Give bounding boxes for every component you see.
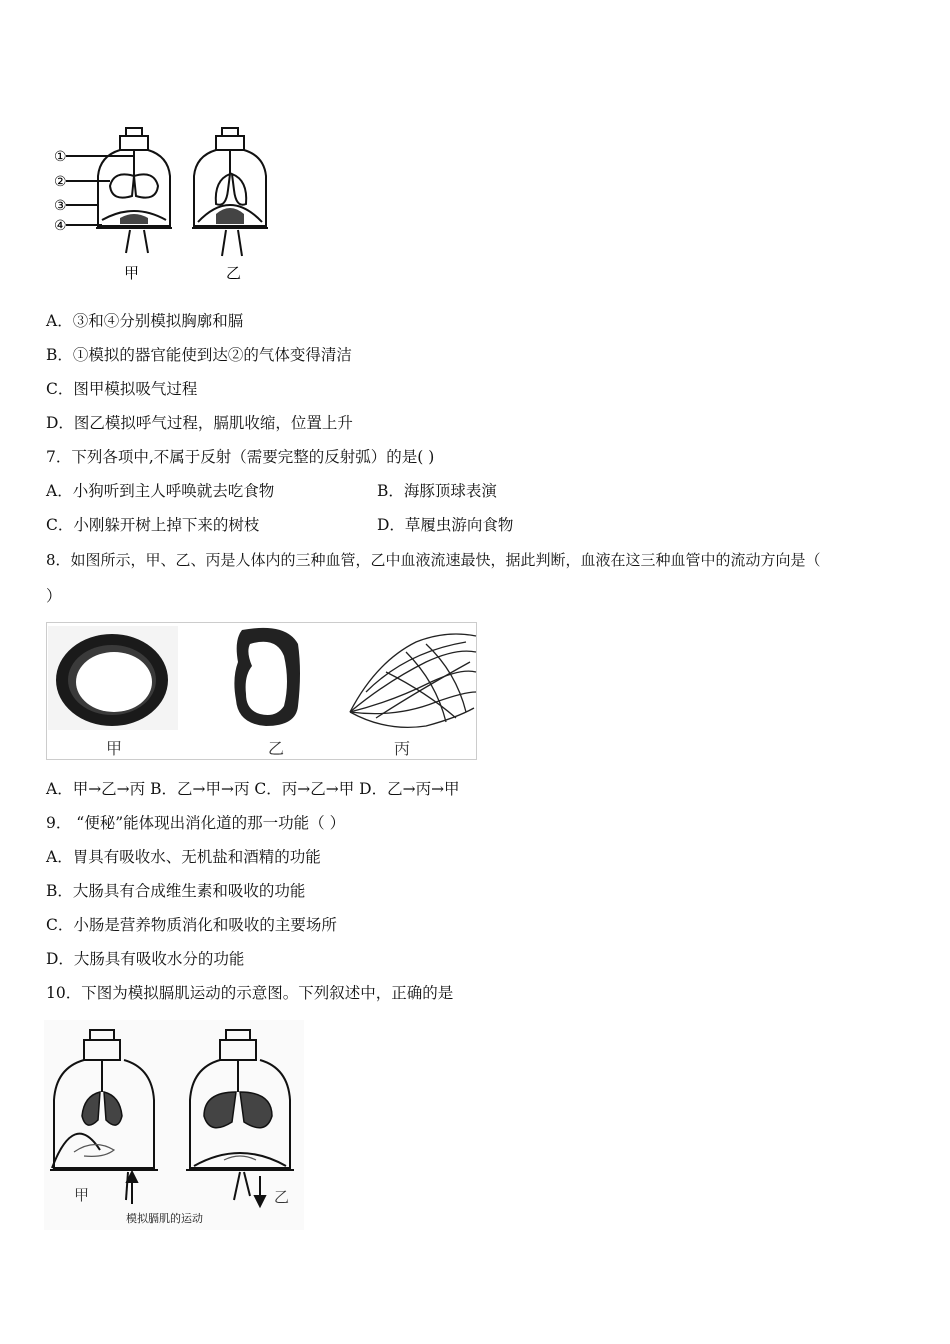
q6-option-c: C．图甲模拟吸气过程 [46, 380, 198, 398]
fig1-caption-left: 甲 [124, 264, 140, 282]
q6-option-d: D．图乙模拟呼气过程，膈肌收缩，位置上升 [46, 414, 353, 432]
q8-options: A．甲→乙→丙 B．乙→甲→丙 C．丙→乙→甲 D．乙→丙→甲 [46, 780, 460, 798]
q7-option-c: C．小刚躲开树上掉下来的树枝 [46, 516, 260, 534]
q8-stem-line2: ） [46, 587, 62, 605]
q10-stem: 10．下图为模拟膈肌运动的示意图。下列叙述中，正确的是 [46, 984, 454, 1002]
bell-jar-figure-1 [50, 118, 290, 290]
fig10-label-jia: 甲 [74, 1186, 90, 1204]
q7-option-d: D．草履虫游向食物 [377, 516, 514, 534]
q9-option-d: D．大肠具有吸收水分的功能 [46, 950, 245, 968]
diaphragm-model-figure [44, 1020, 304, 1230]
vessel-label-jia: 甲 [106, 739, 123, 758]
q8-stem-line1: 8．如图所示，甲、乙、丙是人体内的三种血管，乙中血液流速最快，据此判断，血液在这三种血管中的流动方向是（ [46, 551, 821, 569]
q9-option-c: C．小肠是营养物质消化和吸收的主要场所 [46, 916, 337, 934]
fig10-caption: 模拟膈肌的运动 [126, 1212, 203, 1225]
vessel-label-yi: 乙 [268, 739, 285, 758]
q7-stem: 7．下列各项中,不属于反射（需要完整的反射弧）的是( ) [46, 448, 435, 466]
q9-option-b: B．大肠具有合成维生素和吸收的功能 [46, 882, 306, 900]
fig1-caption-right: 乙 [226, 264, 242, 282]
fig1-label-3: ③ [54, 198, 67, 214]
q7-option-b: B．海豚顶球表演 [377, 482, 497, 500]
fig1-label-1: ① [54, 149, 67, 165]
vessel-label-bing: 丙 [394, 739, 411, 758]
q6-option-b: B．①模拟的器官能使到达②的气体变得清洁 [46, 346, 352, 364]
q7-option-a: A．小狗听到主人呼唤就去吃食物 [46, 482, 275, 500]
q6-option-a: A．③和④分别模拟胸廓和膈 [46, 312, 244, 330]
q9-stem: 9． “便秘”能体现出消化道的那一功能（ ） [46, 814, 346, 832]
blood-vessel-figure [46, 622, 478, 760]
fig10-label-yi: 乙 [274, 1188, 290, 1206]
q9-option-a: A．胃具有吸收水、无机盐和酒精的功能 [46, 848, 321, 866]
fig1-label-4: ④ [54, 218, 67, 234]
fig1-label-2: ② [54, 174, 67, 190]
